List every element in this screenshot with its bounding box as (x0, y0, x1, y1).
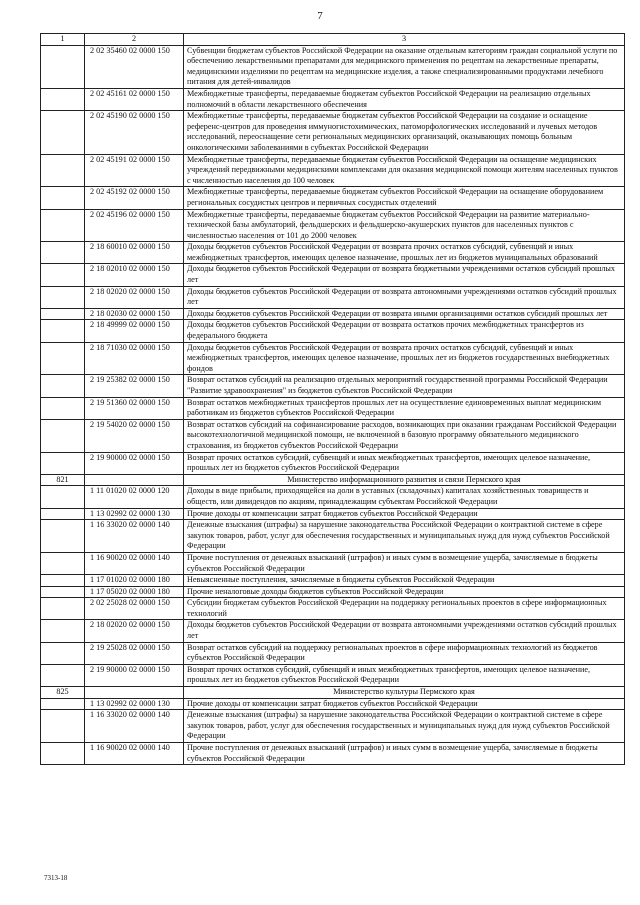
revenue-name-cell: Межбюджетные трансферты, передаваемые бюджетам субъектов Российской Федерации на реализацию отдельных полномочий в области лекарственного обеспечения (184, 88, 625, 110)
budget-code-cell: 1 13 02992 02 0000 130 (85, 698, 184, 710)
revenue-name-cell: Субсидии бюджетам субъектов Российской Федерации на поддержку региональных проектов в сфере информационных технологий (184, 598, 625, 620)
table-row (41, 552, 625, 574)
table-row (41, 375, 625, 397)
admin-code-cell (41, 508, 85, 520)
admin-code-cell (41, 698, 85, 710)
revenue-name-cell: Прочие неналоговые доходы бюджетов субъектов Российской Федерации (184, 586, 625, 598)
revenue-name-cell: Доходы бюджетов субъектов Российской Федерации от возврата автономными учреждениями остатков субсидий прошлых лет (184, 620, 625, 642)
budget-code-cell: 1 16 90020 02 0000 140 (85, 552, 184, 574)
revenue-name-cell: Прочие доходы от компенсации затрат бюджетов субъектов Российской Федерации (184, 508, 625, 520)
table-row (41, 286, 625, 308)
table-row (41, 154, 625, 187)
table-row (41, 486, 625, 508)
table-row (41, 45, 625, 88)
admin-code-cell (41, 520, 85, 553)
admin-code-cell (41, 154, 85, 187)
revenue-name-cell: Доходы в виде прибыли, приходящейся на доли в уставных (складочных) капиталах хозяйственных товариществ и обществ, или дивидендов по акциям, принадлежащим субъектам Российской Федерации (184, 486, 625, 508)
table-row (41, 242, 625, 264)
administrator-row (41, 474, 625, 486)
admin-code-cell (41, 209, 85, 242)
table-row (41, 743, 625, 765)
budget-code-cell: 2 19 25028 02 0000 150 (85, 642, 184, 664)
budget-code-cell: 2 19 54020 02 0000 150 (85, 419, 184, 452)
admin-code-cell (41, 598, 85, 620)
table-row (41, 111, 625, 154)
budget-code-cell: 2 02 45191 02 0000 150 (85, 154, 184, 187)
revenue-name-cell: Доходы бюджетов субъектов Российской Федерации от возврата прочих остатков субсидий, субвенций и иных межбюджетных трансфертов, имеющих целевое назначение, прошлых лет из бюджетов муниципальных образований (184, 242, 625, 264)
budget-code-cell: 1 11 01020 02 0000 120 (85, 486, 184, 508)
admin-code-cell (41, 320, 85, 342)
admin-code-cell (41, 264, 85, 286)
admin-code-cell (41, 45, 85, 88)
revenue-name-cell: Межбюджетные трансферты, передаваемые бюджетам субъектов Российской Федерации на оснащение медицинских учреждений передвижными медицинскими комплексами для оказания медицинской помощи жителям населенных пунктов с численностью населения до 100 человек (184, 154, 625, 187)
table-row (41, 187, 625, 209)
footer-document-code: 7313-18 (44, 874, 68, 882)
admin-code-cell (41, 308, 85, 320)
admin-code-cell (41, 664, 85, 686)
budget-code-cell: 2 18 02010 02 0000 150 (85, 264, 184, 286)
table-row (41, 342, 625, 375)
budget-code-cell: 2 19 90000 02 0000 150 (85, 664, 184, 686)
budget-code-cell: 2 18 02020 02 0000 150 (85, 286, 184, 308)
revenue-codes-table (40, 33, 625, 765)
table-row (41, 598, 625, 620)
budget-code-cell (85, 474, 184, 486)
revenue-name-cell: Невыясненные поступления, зачисляемые в бюджеты субъектов Российской Федерации (184, 575, 625, 587)
admin-code-cell (41, 486, 85, 508)
admin-code-cell (41, 552, 85, 574)
revenue-name-cell: Возврат остатков субсидий на реализацию отдельных мероприятий государственной программы Российской Федерации "Развитие здравоохранения" из бюджетов субъектов Российской Федерации (184, 375, 625, 397)
admin-code-cell (41, 397, 85, 419)
admin-code-cell (41, 242, 85, 264)
budget-code-cell: 2 18 02020 02 0000 150 (85, 620, 184, 642)
header-col-2: 2 (85, 34, 184, 46)
budget-code-cell: 2 19 25382 02 0000 150 (85, 375, 184, 397)
administrator-name-cell: Министерство информационного развития и связи Пермского края (184, 474, 625, 486)
revenue-name-cell: Доходы бюджетов субъектов Российской Федерации от возврата бюджетными учреждениями остатков субсидий прошлых лет (184, 264, 625, 286)
table-row (41, 710, 625, 743)
admin-code-cell (41, 187, 85, 209)
admin-code-cell (41, 375, 85, 397)
table-row (41, 397, 625, 419)
budget-code-cell: 1 13 02992 02 0000 130 (85, 508, 184, 520)
table-row (41, 520, 625, 553)
revenue-name-cell: Денежные взыскания (штрафы) за нарушение законодательства Российской Федерации о контрактной системе в сфере закупок товаров, работ, услуг для обеспечения государственных и муниципальных нужд для нужд субъектов Российской Федерации (184, 520, 625, 553)
table-row (41, 698, 625, 710)
revenue-name-cell: Возврат остатков межбюджетных трансфертов прошлых лет на осуществление единовременных выплат медицинским работникам из бюджетов субъектов Российской Федерации (184, 397, 625, 419)
revenue-name-cell: Прочие доходы от компенсации затрат бюджетов субъектов Российской Федерации (184, 698, 625, 710)
revenue-name-cell: Доходы бюджетов субъектов Российской Федерации от возврата автономными учреждениями остатков субсидий прошлых лет (184, 286, 625, 308)
budget-code-cell: 2 02 35460 02 0000 150 (85, 45, 184, 88)
table-row (41, 308, 625, 320)
table-row (41, 419, 625, 452)
admin-code-cell (41, 88, 85, 110)
revenue-name-cell: Доходы бюджетов субъектов Российской Федерации от возврата прочих остатков субсидий, субвенций и иных межбюджетных трансфертов, имеющих целевое назначение, прошлых лет из бюджетов государственных внебюджетных фондов (184, 342, 625, 375)
revenue-name-cell: Возврат прочих остатков субсидий, субвенций и иных межбюджетных трансфертов, имеющих целевое назначение, прошлых лет из бюджетов субъектов Российской Федерации (184, 452, 625, 474)
page-number: 7 (317, 10, 323, 22)
budget-code-cell: 2 02 45192 02 0000 150 (85, 187, 184, 209)
admin-code-cell (41, 111, 85, 154)
revenue-name-cell: Прочие поступления от денежных взысканий (штрафов) и иных сумм в возмещение ущерба, зачисляемые в бюджеты субъектов Российской Федерации (184, 552, 625, 574)
budget-code-cell: 2 02 45161 02 0000 150 (85, 88, 184, 110)
admin-code-cell: 825 (41, 687, 85, 699)
revenue-name-cell: Межбюджетные трансферты, передаваемые бюджетам субъектов Российской Федерации на развитие материально-технической базы амбулаторий, фельдшерских и фельдшерско-акушерских пунктов для населенных пунктов с численностью населения от 101 до 2000 человек (184, 209, 625, 242)
revenue-name-cell: Прочие поступления от денежных взысканий (штрафов) и иных сумм в возмещение ущерба, зачисляемые в бюджеты субъектов Российской Федерации (184, 743, 625, 765)
table-row (41, 508, 625, 520)
budget-code-cell (85, 687, 184, 699)
table-row (41, 575, 625, 587)
revenue-name-cell: Субвенции бюджетам субъектов Российской Федерации на оказание отдельным категориям граждан социальной услуги по обеспечению лекарственными препаратами для медицинского применения по рецептам на лекарственные препараты, медицинскими изделиями по рецептам на медицинские изделия, а также специализированными продуктами лечебного питания для детей-инвалидов (184, 45, 625, 88)
header-col-1: 1 (41, 34, 85, 46)
admin-code-cell (41, 642, 85, 664)
revenue-name-cell: Денежные взыскания (штрафы) за нарушение законодательства Российской Федерации о контрактной системе в сфере закупок товаров, работ, услуг для обеспечения государственных и муниципальных нужд для нужд субъектов Российской Федерации (184, 710, 625, 743)
budget-code-cell: 1 16 33020 02 0000 140 (85, 520, 184, 553)
revenue-name-cell: Доходы бюджетов субъектов Российской Федерации от возврата иными организациями остатков субсидий прошлых лет (184, 308, 625, 320)
revenue-name-cell: Межбюджетные трансферты, передаваемые бюджетам субъектов Российской Федерации на оснащение оборудованием региональных сосудистых центров и первичных сосудистых отделений (184, 187, 625, 209)
budget-code-cell: 1 17 05020 02 0000 180 (85, 586, 184, 598)
revenue-name-cell: Возврат остатков субсидий на софинансирование расходов, возникающих при оказании гражданам Российской Федерации высокотехнологичной медицинской помощи, не включенной в базовую программу обязательного медицинского страхования, из бюджетов субъектов Российской Федерации (184, 419, 625, 452)
budget-code-cell: 2 19 51360 02 0000 150 (85, 397, 184, 419)
table-row (41, 642, 625, 664)
administrator-row (41, 687, 625, 699)
admin-code-cell (41, 286, 85, 308)
budget-code-cell: 2 19 90000 02 0000 150 (85, 452, 184, 474)
budget-code-cell: 1 17 01020 02 0000 180 (85, 575, 184, 587)
table-row (41, 209, 625, 242)
table-row (41, 88, 625, 110)
budget-code-cell: 2 18 49999 02 0000 150 (85, 320, 184, 342)
table-row (41, 620, 625, 642)
table-header-row (41, 34, 625, 46)
administrator-name-cell: Министерство культуры Пермского края (184, 687, 625, 699)
admin-code-cell: 821 (41, 474, 85, 486)
header-col-3: 3 (184, 34, 625, 46)
table-row (41, 320, 625, 342)
admin-code-cell (41, 452, 85, 474)
admin-code-cell (41, 620, 85, 642)
budget-code-cell: 2 18 60010 02 0000 150 (85, 242, 184, 264)
table-row (41, 586, 625, 598)
admin-code-cell (41, 575, 85, 587)
revenue-name-cell: Межбюджетные трансферты, передаваемые бюджетам субъектов Российской Федерации на создание и оснащение референс-центров для проведения иммуногистохимических, патоморфологических исследований и лучевых методов исследований, переоснащение сети региональных медицинских организаций, оказывающих помощь больным онкологическими заболеваниями в субъектах Российской Федерации (184, 111, 625, 154)
budget-code-cell: 2 18 02030 02 0000 150 (85, 308, 184, 320)
table-row (41, 664, 625, 686)
admin-code-cell (41, 586, 85, 598)
revenue-name-cell: Возврат остатков субсидий на поддержку региональных проектов в сфере информационных технологий из бюджетов субъектов Российской Федерации (184, 642, 625, 664)
table-row (41, 264, 625, 286)
revenue-name-cell: Возврат прочих остатков субсидий, субвенций и иных межбюджетных трансфертов, имеющих целевое назначение, прошлых лет из бюджетов субъектов Российской Федерации (184, 664, 625, 686)
budget-code-cell: 2 02 45190 02 0000 150 (85, 111, 184, 154)
budget-code-cell: 2 18 71030 02 0000 150 (85, 342, 184, 375)
budget-code-cell: 1 16 33020 02 0000 140 (85, 710, 184, 743)
admin-code-cell (41, 419, 85, 452)
budget-code-cell: 2 02 25028 02 0000 150 (85, 598, 184, 620)
budget-code-cell: 1 16 90020 02 0000 140 (85, 743, 184, 765)
budget-code-cell: 2 02 45196 02 0000 150 (85, 209, 184, 242)
admin-code-cell (41, 743, 85, 765)
table-row (41, 452, 625, 474)
admin-code-cell (41, 342, 85, 375)
admin-code-cell (41, 710, 85, 743)
revenue-name-cell: Доходы бюджетов субъектов Российской Федерации от возврата остатков прочих межбюджетных трансфертов из федерального бюджета (184, 320, 625, 342)
